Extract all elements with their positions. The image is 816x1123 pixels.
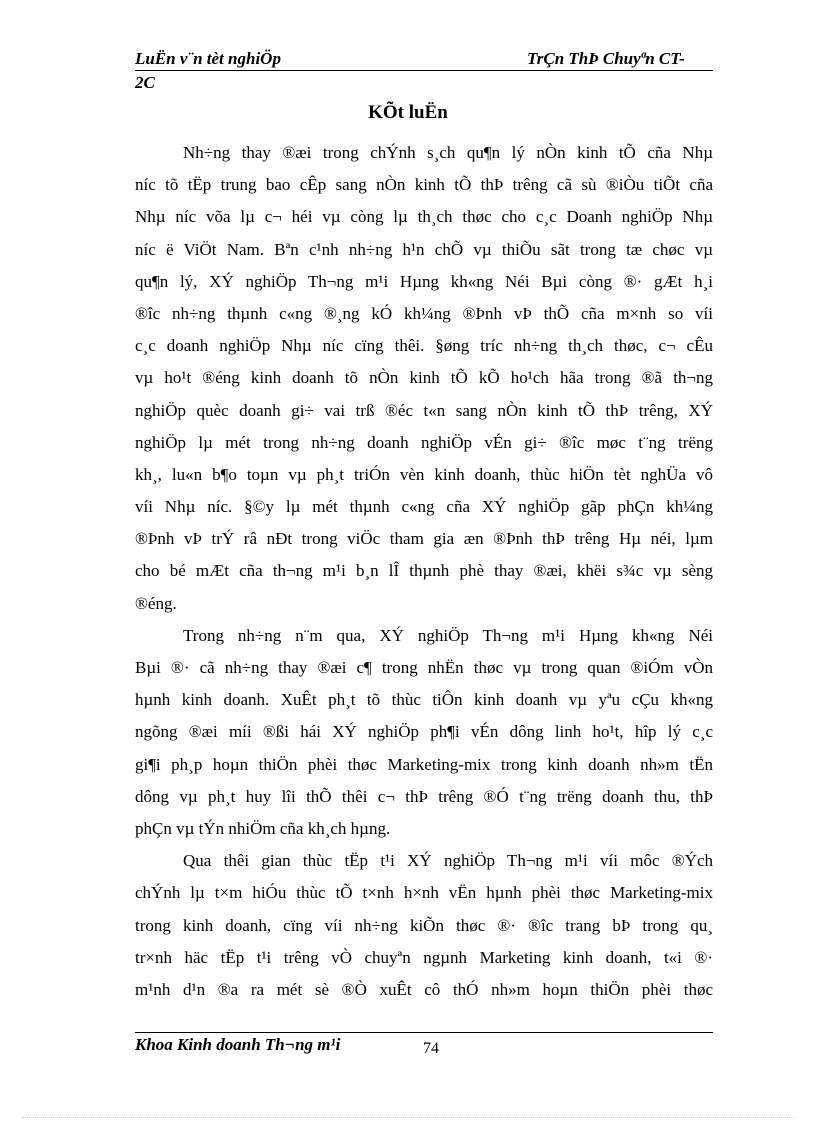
body-text [135, 137, 713, 1006]
body-line: trong kinh doanh, cïng víi nh÷ng kiÕn thøc ®· ®îc trang bÞ trong qu¸ [135, 915, 713, 935]
body-line: vµ ho¹t ®éng kinh doanh tõ nÒn kinh tÕ kÕ ho¹ch hãa trong ®ã th¬ng [135, 368, 713, 388]
header-thesis-title: LuËn v¨n tèt nghiÖp [135, 49, 281, 68]
body-line: m¹nh d¹n ®a ra mét sè ®Ò xuÊt cô thÓ nh»m hoµn thiÖn phèi thøc [135, 979, 713, 999]
body-line: c¸c doanh nghiÖp Nhµ níc cïng thêi. §øng tríc nh÷ng th¸ch thøc, c¬ cÊu [135, 336, 713, 356]
body-line: ®Þnh vÞ trÝ râ nÐt trong viÖc tham gia æn ®Þnh thÞ trêng Hµ néi, lµm [135, 529, 713, 549]
header-author-class: 2C [135, 73, 155, 92]
body-line: dông vµ ph¸t huy lîi thÕ thêi c¬ thÞ trêng ®Ó t¨ng trëng doanh thu, thÞ [135, 786, 713, 806]
footer-faculty: Khoa Kinh doanh Th¬ng m¹i [135, 1035, 341, 1054]
body-line: gi¶i ph¸p hoµn thiÖn phèi thøc Marketing-mix trong kinh doanh nh»m tËn [135, 754, 713, 774]
body-line: phÇn vµ tÝn nhiÖm cña kh¸ch hµng. [135, 818, 391, 838]
header-author: TrÇn ThÞ Chuyªn CT- [527, 49, 685, 68]
body-line: víi Nhµ níc. §©y lµ mét thµnh c«ng cña XÝ nghiÖp gãp phÇn kh¼ng [135, 497, 713, 517]
footer-divider [135, 1032, 713, 1033]
header-divider [135, 70, 713, 71]
body-line: Trong nh÷ng n¨m qua, XÝ nghiÖp Th¬ng m¹i Hµng kh«ng Néi [183, 625, 713, 645]
body-line: qu¶n lý, XÝ nghiÖp Th¬ng m¹i Hµng kh«ng Néi Bµi còng ®· gÆt h¸i [135, 271, 713, 291]
body-line: Nhµ níc võa lµ c¬ héi vµ còng lµ th¸ch thøc cho c¸c Doanh nghiÖp Nhµ [135, 207, 713, 227]
body-line: Qua thêi gian thùc tËp t¹i XÝ nghiÖp Th¬ng m¹i víi môc ®Ých [183, 851, 713, 871]
page-number: 74 [423, 1040, 439, 1057]
page-title: KÕt luËn [368, 102, 448, 123]
body-line: níc ë ViÖt Nam. Bªn c¹nh nh÷ng h¹n chÕ vµ thiÕu sãt trong tæ chøc vµ [135, 239, 713, 259]
page-edge-dotted-line [22, 1117, 794, 1118]
body-line: chÝnh lµ t×m hiÓu thùc tÕ t×nh h×nh vËn hµnh phèi thøc Marketing-mix [135, 883, 713, 903]
body-line: Bµi ®· cã nh÷ng thay ®æi c¶ trong nhËn thøc vµ trong quan ®iÓm vÒn [135, 658, 713, 677]
body-line: kh¸, lu«n b¶o toµn vµ ph¸t triÓn vèn kinh doanh, thùc hiÖn tèt nghÜa vô [135, 464, 713, 484]
body-line: ®îc nh÷ng thµnh c«ng ®¸ng kÓ kh¼ng ®Þnh vÞ thÕ cña m×nh so víi [135, 303, 713, 323]
body-line: Nh÷ng thay ®æi trong chÝnh s¸ch qu¶n lý nÒn kinh tÕ cña Nhµ [183, 143, 713, 162]
body-line: cho bé mÆt cña th¬ng m¹i b¸n lÎ thµnh phè thay ®æi, khëi s¾c vµ sèng [135, 561, 713, 581]
body-line: nghiÖp lµ mét trong nh÷ng doanh nghiÖp vÉn gi÷ ®îc møc t¨ng trëng [135, 432, 713, 452]
body-line: ®éng. [135, 593, 177, 613]
body-line: ngõng ®æi míi ®ßi hái XÝ nghiÖp ph¶i vÉn dông linh ho¹t, hîp lý c¸c [135, 722, 713, 742]
body-line: nghiÖp quèc doanh gi÷ vai trß ®éc t«n sang nÒn kinh tÕ thÞ trêng, XÝ [135, 400, 713, 420]
body-line: níc tõ tËp trung bao cÊp sang nÒn kinh tÕ thÞ trêng cã sù ®iÒu tiÕt cña [135, 175, 713, 195]
body-line: hµnh kinh doanh. XuÊt ph¸t tõ thùc tiÔn kinh doanh vµ yªu cÇu kh«ng [135, 690, 713, 710]
body-line: tr×nh häc tËp t¹i trêng vÒ chuyªn ngµnh Marketing kinh doanh, t«i ®· [135, 947, 713, 967]
